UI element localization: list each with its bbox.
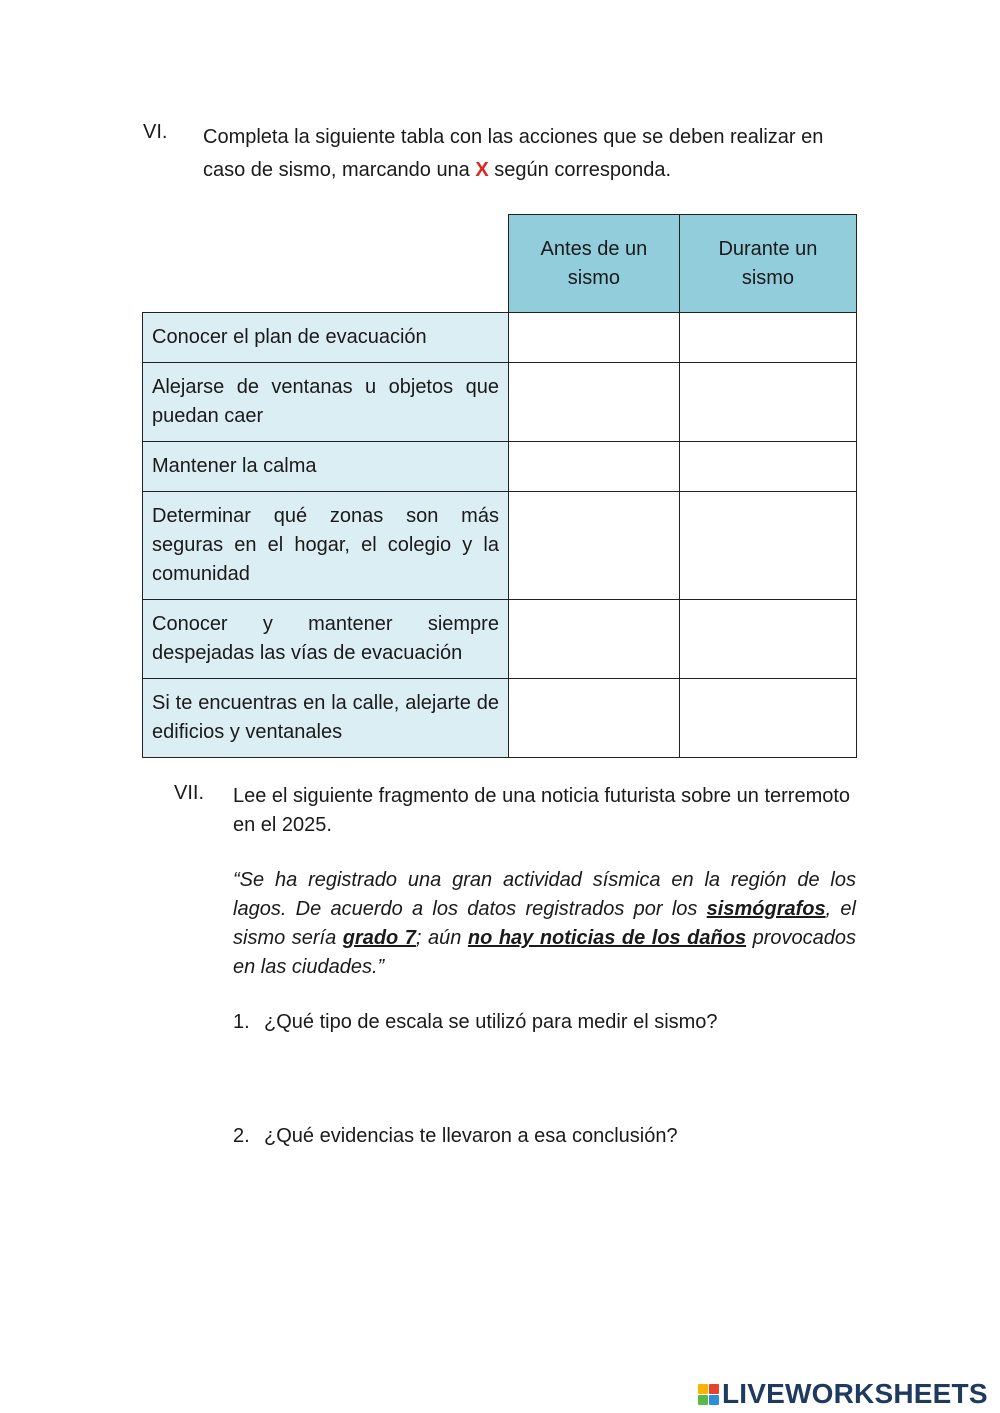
- table-header-row: [143, 215, 857, 313]
- action-label: Mantener la calma: [143, 442, 509, 492]
- answer-cell-durante[interactable]: [679, 492, 856, 600]
- question-text: ¿Qué tipo de escala se utilizó para medir el sismo?: [264, 1011, 718, 1033]
- answer-cell-antes[interactable]: [508, 442, 679, 492]
- liveworksheets-logo-icon: [698, 1384, 719, 1405]
- answer-input[interactable]: [681, 388, 859, 416]
- answer-input[interactable]: [510, 324, 682, 352]
- logo-square-green: [698, 1395, 708, 1405]
- answer-input[interactable]: [510, 453, 682, 481]
- logo-square-blue: [709, 1395, 719, 1405]
- quote-text: “Se ha registrado una gran actividad sísmica en la región de los lagos. De acuerdo a los datos registrados por los: [233, 869, 856, 920]
- column-header-antes: Antes de un sismo: [508, 215, 679, 313]
- instruction-text-end: según corresponda.: [488, 159, 672, 181]
- question-text: ¿Qué evidencias te llevaron a esa conclusión?: [264, 1125, 678, 1147]
- table-row: [143, 492, 857, 600]
- instruction-text: Completa la siguiente tabla con las acciones que se deben realizar en caso de sismo, marcando una: [203, 126, 824, 181]
- actions-table: [142, 214, 857, 758]
- section-7-number: VII.: [174, 782, 205, 804]
- answer-cell-durante[interactable]: [679, 313, 856, 363]
- question-1: [233, 1011, 718, 1034]
- liveworksheets-logo: [698, 1378, 988, 1410]
- table-row: [143, 442, 857, 492]
- quote-emphasis-grado: grado 7: [342, 927, 416, 949]
- table-row: [143, 679, 857, 758]
- table-row: [143, 363, 857, 442]
- section-6-instruction: [203, 121, 863, 187]
- answer-input[interactable]: [681, 625, 859, 653]
- question-number: 2.: [233, 1125, 250, 1147]
- quote-text: , el sismo sería: [233, 898, 857, 949]
- action-label: Alejarse de ventanas u objetos que puedan caer: [143, 363, 509, 442]
- answer-input[interactable]: [510, 704, 682, 732]
- answer-input[interactable]: [681, 532, 859, 560]
- news-quote: [233, 866, 856, 982]
- answer-cell-antes[interactable]: [508, 363, 679, 442]
- answer-cell-antes[interactable]: [508, 492, 679, 600]
- brand-name: LIVEWORKSHEETS: [722, 1378, 988, 1409]
- quote-text: ; aún: [415, 927, 468, 949]
- answer-cell-antes[interactable]: [508, 600, 679, 679]
- answer-input[interactable]: [510, 388, 682, 416]
- answer-cell-antes[interactable]: [508, 313, 679, 363]
- question-number: 1.: [233, 1011, 250, 1033]
- table-row: [143, 600, 857, 679]
- column-header-durante: Durante un sismo: [679, 215, 856, 313]
- answer-input[interactable]: [681, 324, 859, 352]
- logo-square-red: [709, 1384, 719, 1394]
- answer-input[interactable]: [510, 532, 682, 560]
- table-row: [143, 313, 857, 363]
- action-label: Conocer el plan de evacuación: [143, 313, 509, 363]
- answer-cell-durante[interactable]: [679, 600, 856, 679]
- question-2: [233, 1125, 678, 1148]
- action-label: Si te encuentras en la calle, alejarte de edificios y ventanales: [143, 679, 509, 758]
- section-7-instruction: Lee el siguiente fragmento de una noticia futurista sobre un terremoto en el 2025.: [233, 785, 851, 836]
- table-corner: [143, 215, 509, 313]
- answer-cell-antes[interactable]: [508, 679, 679, 758]
- logo-square-yellow: [698, 1384, 708, 1394]
- answer-input[interactable]: [510, 625, 682, 653]
- quote-text: provocados en las ciudades.”: [233, 927, 856, 978]
- answer-cell-durante[interactable]: [679, 363, 856, 442]
- quote-emphasis-sismografos: sismógrafos: [706, 898, 826, 920]
- answer-input[interactable]: [681, 704, 859, 732]
- action-label: Conocer y mantener siempre despejadas las vías de evacuación: [143, 600, 509, 679]
- answer-cell-durante[interactable]: [679, 679, 856, 758]
- answer-cell-durante[interactable]: [679, 442, 856, 492]
- section-6-number: VI.: [143, 121, 168, 143]
- quote-emphasis-danos: no hay noticias de los daños: [467, 927, 747, 949]
- mark-x-label: X: [475, 159, 489, 181]
- answer-input[interactable]: [681, 453, 859, 481]
- action-label: Determinar qué zonas son más seguras en el hogar, el colegio y la comunidad: [143, 492, 509, 600]
